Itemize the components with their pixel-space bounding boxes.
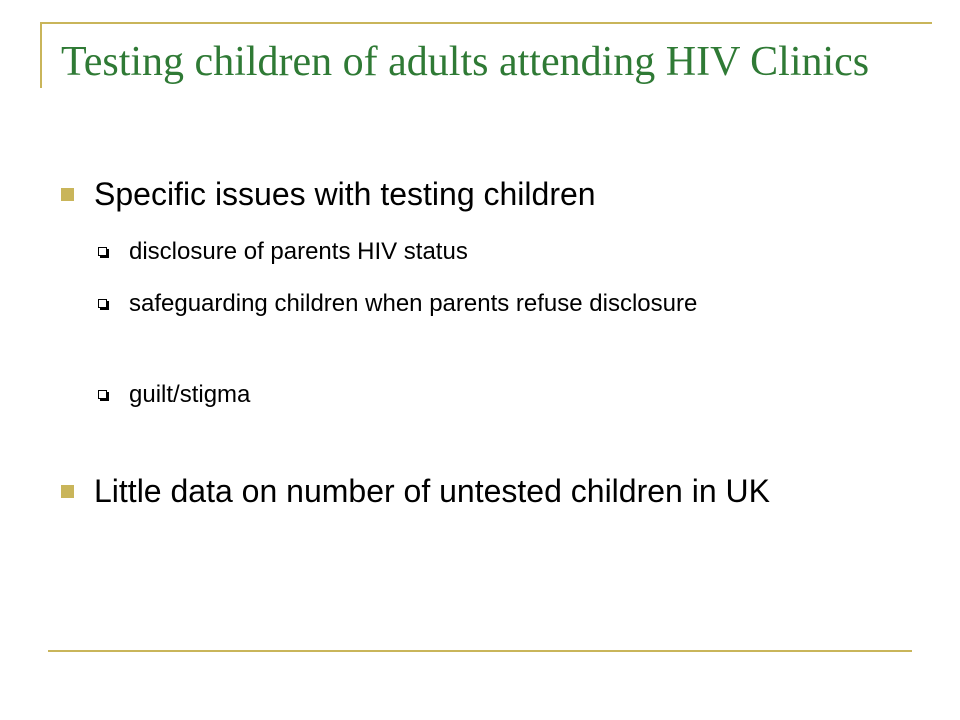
hollow-square-bullet-icon	[98, 299, 107, 308]
square-bullet-icon	[61, 188, 74, 201]
sub-bullet-text: disclosure of parents HIV status	[129, 238, 468, 265]
sub-bullet-item	[129, 379, 889, 411]
bullet-item	[94, 472, 914, 510]
sub-bullet-item	[129, 236, 889, 268]
bullet-item	[94, 175, 914, 213]
hollow-square-bullet-icon	[98, 247, 107, 256]
slide-title: Testing children of adults attending HIV Clinics	[61, 39, 870, 85]
sub-bullet-text: safeguarding children when parents refuse disclosure	[129, 290, 698, 317]
bottom-rule	[48, 650, 912, 652]
bullet-text: Little data on number of untested children in UK	[94, 473, 770, 509]
sub-bullet-item	[129, 288, 889, 320]
bullet-text: Specific issues with testing children	[94, 176, 596, 212]
square-bullet-icon	[61, 485, 74, 498]
sub-bullet-text: guilt/stigma	[129, 381, 251, 408]
hollow-square-bullet-icon	[98, 390, 107, 399]
